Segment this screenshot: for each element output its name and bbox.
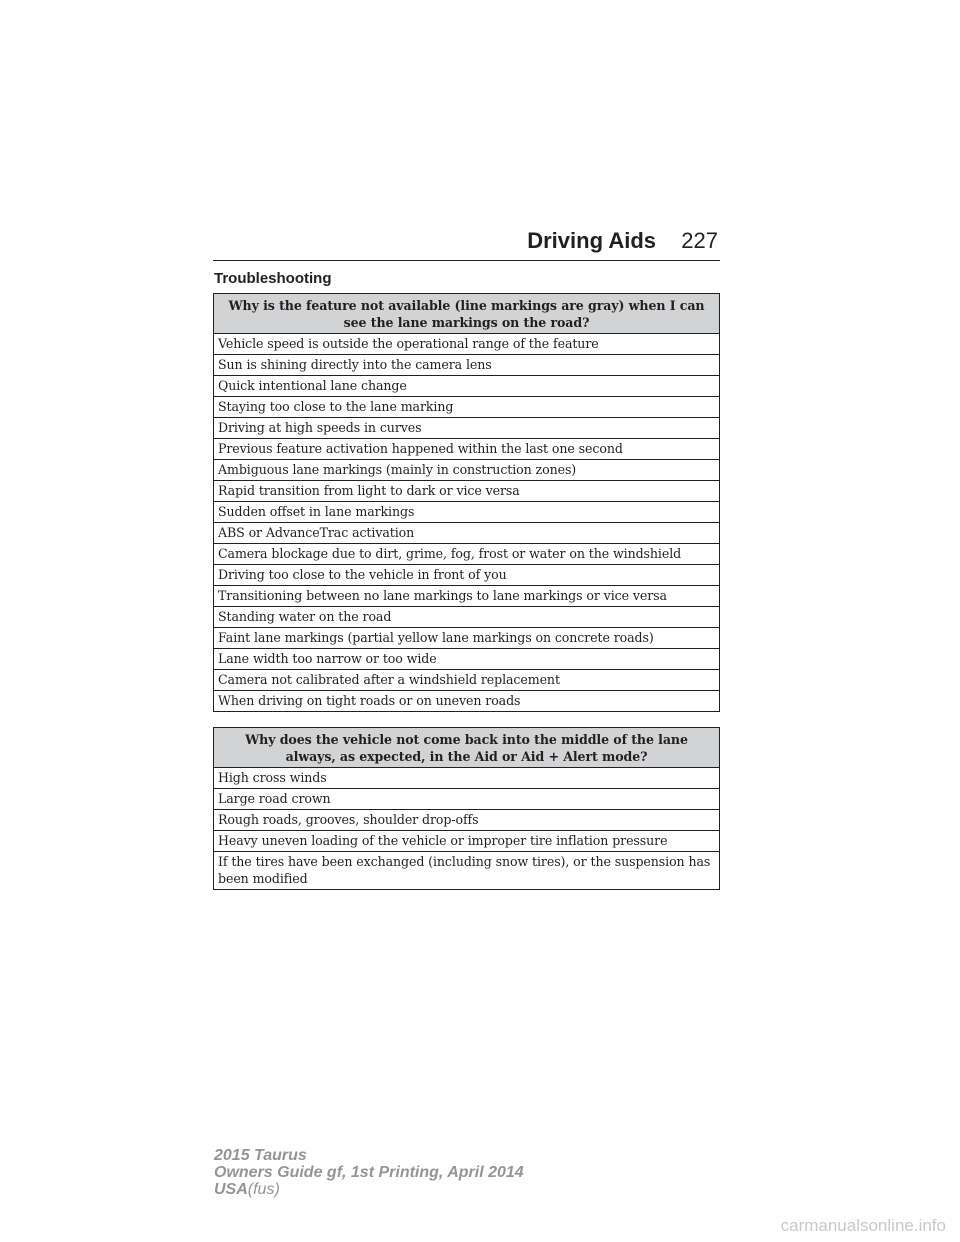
troubleshooting-table-2 xyxy=(213,727,720,890)
table-row xyxy=(214,768,720,789)
table-row xyxy=(214,376,720,397)
answer-cell: Rapid transition from light to dark or vice versa xyxy=(214,481,720,502)
table-row xyxy=(214,481,720,502)
table-row xyxy=(214,355,720,376)
page-number: 227 xyxy=(681,228,718,253)
answer-cell: Ambiguous lane markings (mainly in construction zones) xyxy=(214,460,720,481)
table-row xyxy=(214,565,720,586)
answer-cell: When driving on tight roads or on uneven roads xyxy=(214,691,720,712)
answer-cell: Camera not calibrated after a windshield replacement xyxy=(214,670,720,691)
table-row xyxy=(214,523,720,544)
answer-cell: Sudden offset in lane markings xyxy=(214,502,720,523)
answer-list xyxy=(214,334,720,712)
table-row xyxy=(214,789,720,810)
answer-cell: Previous feature activation happened within the last one second xyxy=(214,439,720,460)
question-cell: Why does the vehicle not come back into the middle of the lane always, as expected, in the Aid or Aid + Alert mode? xyxy=(214,728,720,768)
table-row xyxy=(214,691,720,712)
section-title: Troubleshooting xyxy=(214,270,332,287)
chapter-title: Driving Aids xyxy=(527,228,656,253)
answer-cell: ABS or AdvanceTrac activation xyxy=(214,523,720,544)
answer-cell: High cross winds xyxy=(214,768,720,789)
footer xyxy=(214,1147,524,1198)
answer-cell: Vehicle speed is outside the operational range of the feature xyxy=(214,334,720,355)
header-rule xyxy=(213,260,720,261)
table-row xyxy=(214,649,720,670)
table-row xyxy=(214,607,720,628)
answer-cell: Standing water on the road xyxy=(214,607,720,628)
answer-cell: Large road crown xyxy=(214,789,720,810)
table-row xyxy=(214,544,720,565)
table-row xyxy=(214,439,720,460)
table-header-row xyxy=(214,728,720,768)
answer-cell: Camera blockage due to dirt, grime, fog, frost or water on the windshield xyxy=(214,544,720,565)
answer-cell: Rough roads, grooves, shoulder drop-offs xyxy=(214,810,720,831)
footer-model: 2015 Taurus xyxy=(214,1147,307,1164)
table-row xyxy=(214,334,720,355)
table-row xyxy=(214,628,720,649)
table-header-row xyxy=(214,294,720,334)
answer-cell: Transitioning between no lane markings to lane markings or vice versa xyxy=(214,586,720,607)
table-row xyxy=(214,502,720,523)
table-row xyxy=(214,418,720,439)
footer-market-code: USA xyxy=(214,1181,248,1198)
answer-cell: Sun is shining directly into the camera lens xyxy=(214,355,720,376)
table-row xyxy=(214,831,720,852)
table-row xyxy=(214,852,720,890)
troubleshooting-table-1 xyxy=(213,293,720,712)
answer-cell: Staying too close to the lane marking xyxy=(214,397,720,418)
answer-cell: Quick intentional lane change xyxy=(214,376,720,397)
table-row xyxy=(214,586,720,607)
footer-market-suffix: (fus) xyxy=(247,1181,280,1198)
question-cell: Why is the feature not available (line markings are gray) when I can see the lane markings on the road? xyxy=(214,294,720,334)
answer-cell: Heavy uneven loading of the vehicle or improper tire inflation pressure xyxy=(214,831,720,852)
table-row xyxy=(214,810,720,831)
answer-cell: If the tires have been exchanged (including snow tires), or the suspension has been modified xyxy=(214,852,720,890)
page-header xyxy=(213,228,720,262)
answer-list xyxy=(214,768,720,890)
table-row xyxy=(214,397,720,418)
answer-cell: Faint lane markings (partial yellow lane markings on concrete roads) xyxy=(214,628,720,649)
footer-edition: Owners Guide gf, 1st Printing, April 2014 xyxy=(214,1164,524,1181)
table-row xyxy=(214,460,720,481)
table-row xyxy=(214,670,720,691)
watermark: carmanualsonline.info xyxy=(780,1216,946,1235)
answer-cell: Lane width too narrow or too wide xyxy=(214,649,720,670)
footer-market xyxy=(214,1181,524,1198)
answer-cell: Driving at high speeds in curves xyxy=(214,418,720,439)
answer-cell: Driving too close to the vehicle in front of you xyxy=(214,565,720,586)
